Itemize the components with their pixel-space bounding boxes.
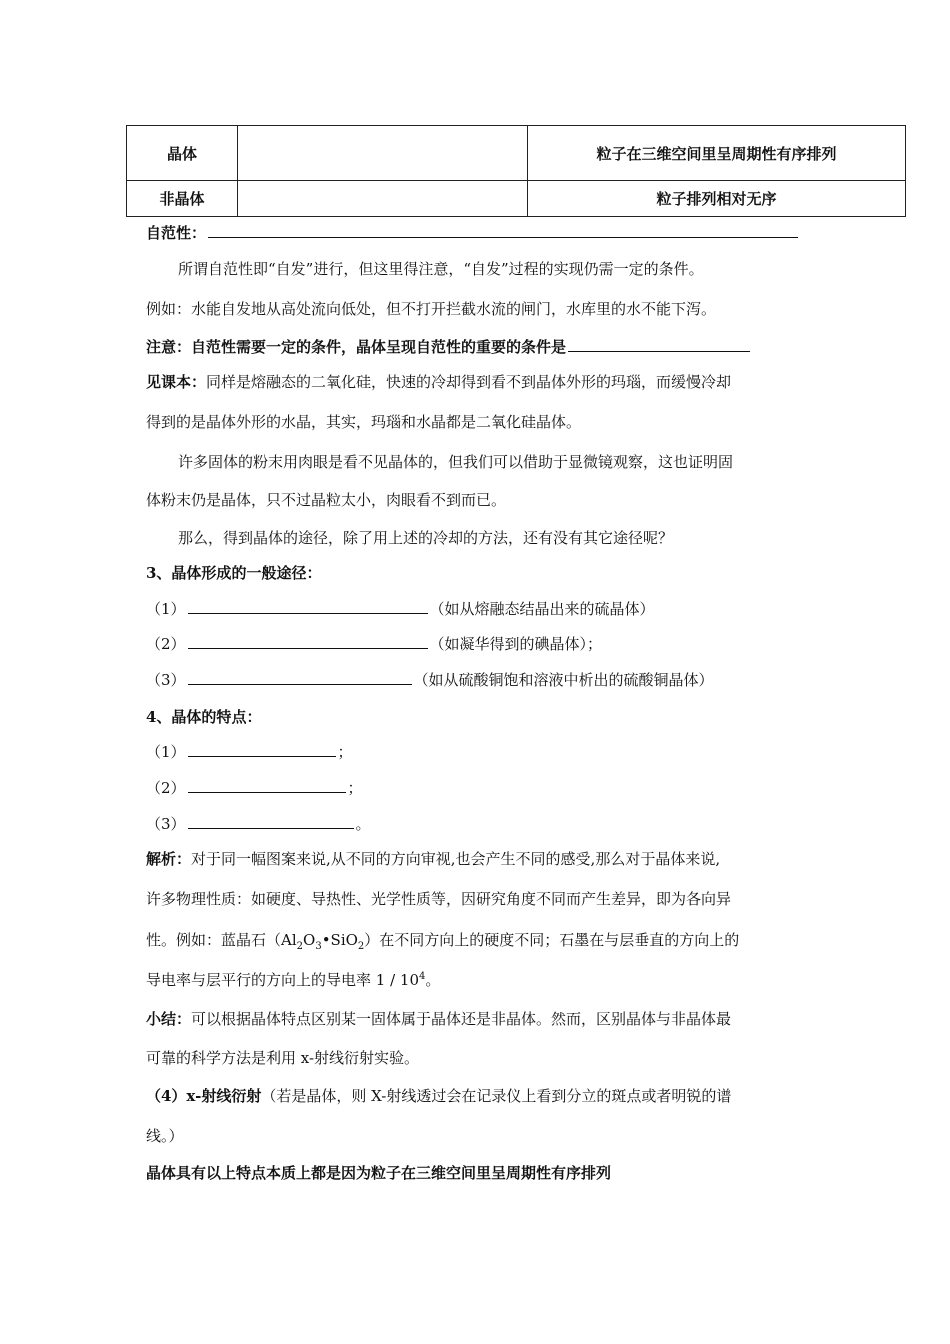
textbook-text: 同样是熔融态的二氧化硅，快速的冷却得到看不到晶体外形的玛瑙，而缓慢冷却 (206, 373, 732, 391)
paragraph: 体粉末仍是晶体，只不过晶粒太小，肉眼看不到而已。 (146, 491, 507, 509)
item-hint: （如从熔融态结晶出来的硫晶体） (429, 600, 655, 618)
analysis-line-1 (146, 848, 720, 869)
textbook-line-1 (146, 371, 731, 392)
table-cell-name: 晶体 (127, 126, 238, 180)
analysis-text: 对于同一幅图案来说,从不同的方向审视,也会产生不同的感受,那么对于晶体来说, (191, 850, 721, 868)
table-cell-empty (238, 180, 528, 216)
item-number: （3） (146, 671, 186, 689)
analysis-label: 解析： (146, 850, 192, 868)
fill-blank (188, 814, 354, 829)
table-cell-empty (238, 126, 528, 180)
summary-text: 可以根据晶体特点区别某一固体属于晶体还是非晶体。然而，区别晶体与非晶体最 (191, 1010, 732, 1028)
table-row-crystal (127, 126, 905, 181)
analysis-line-3 (146, 929, 739, 952)
paragraph: 所谓自范性即“自发”进行，但这里得注意，“自发”过程的实现仍需一定的条件。 (178, 260, 704, 278)
item-hint: （如从硫酸铜饱和溶液中析出的硫酸铜晶体） (413, 671, 714, 689)
summary-line-2: 可靠的科学方法是利用 x-射线衍射实验。 (146, 1049, 420, 1067)
list-item (146, 777, 363, 798)
paragraph: 许多固体的粉末用肉眼是看不见晶体的，但我们可以借助于显微镜观察，这也证明固 (178, 453, 734, 471)
xray-text: （若是晶体，则 X-射线透过会在记录仪上看到分立的斑点或者明锐的谱 (261, 1087, 732, 1105)
subscript: 2 (357, 941, 365, 952)
fill-blank (208, 223, 798, 238)
section3-heading: 3、晶体形成的一般途径： (146, 564, 322, 582)
list-item (146, 669, 714, 690)
superscript: 4 (419, 971, 426, 982)
fill-blank (188, 670, 412, 685)
paragraph: 例如：水能自发地从高处流向低处，但不打开拦截水流的闸门，水库里的水不能下泻。 (146, 300, 717, 318)
summary-label: 小结： (146, 1010, 192, 1028)
item-number: （1） (146, 600, 186, 618)
paragraph: 那么，得到晶体的途径，除了用上述的冷却的方法，还有没有其它途径呢？ (178, 529, 674, 547)
item-hint: （如凝华得到的碘晶体）； (429, 635, 603, 653)
zifanxing-label: 自范性： (146, 224, 207, 242)
fill-blank (568, 337, 750, 352)
section4-heading: 4、晶体的特点： (146, 708, 262, 726)
analysis-line-4 (146, 969, 440, 990)
item-end: 。 (355, 815, 371, 833)
text-run: 。 (425, 971, 441, 989)
table-cell-desc: 粒子在三维空间里呈周期性有序排列 (596, 144, 837, 163)
analysis-line-2: 许多物理性质：如硬度、导热性、光学性质等，因研究角度不同而产生差异，即为各向异 (146, 890, 732, 908)
xray-line-2: 线。） (146, 1127, 184, 1145)
xray-line-1 (146, 1085, 731, 1106)
fill-blank (188, 634, 428, 649)
text-run: •SiO (321, 931, 358, 949)
note-line (146, 336, 752, 357)
conclusion: 晶体具有以上特点本质上都是因为粒子在三维空间里呈周期性有序排列 (146, 1164, 612, 1182)
note-text: 注意：自范性需要一定的条件，晶体呈现自范性的重要的条件是 (146, 338, 567, 356)
fill-blank (188, 599, 428, 614)
summary-line-1 (146, 1008, 731, 1029)
subscript: 2 (296, 941, 304, 952)
list-item (146, 633, 602, 654)
item-number: （1） (146, 743, 186, 761)
textbook-label: 见课本： (146, 373, 207, 391)
item-number: （2） (146, 779, 186, 797)
text-run: 性。例如：蓝晶石（Al (146, 931, 297, 949)
comparison-table (126, 125, 906, 217)
item-end: ； (337, 743, 353, 761)
item-end: ； (347, 779, 363, 797)
table-cell-desc: 粒子排列相对无序 (656, 189, 777, 208)
subscript: 3 (315, 941, 322, 952)
fill-blank (188, 742, 336, 757)
list-item (146, 598, 655, 619)
textbook-line-2: 得到的是晶体外形的水晶，其实，玛瑙和水晶都是二氧化硅晶体。 (146, 413, 582, 431)
item-number: （2） (146, 635, 186, 653)
item-number: （3） (146, 815, 186, 833)
text-run: ）在不同方向上的硬度不同；石墨在与层垂直的方向上的 (364, 931, 740, 949)
fill-blank (188, 778, 346, 793)
list-item (146, 813, 371, 834)
xray-label: （4）x-射线衍射 (146, 1087, 262, 1105)
text-run: 导电率与层平行的方向上的导电率 1 / 10 (146, 971, 419, 989)
text-run: O (303, 931, 316, 949)
table-cell-name: 非晶体 (127, 180, 238, 216)
zifanxing-line (146, 222, 800, 243)
table-row-noncrystal (127, 180, 905, 216)
list-item (146, 741, 353, 762)
